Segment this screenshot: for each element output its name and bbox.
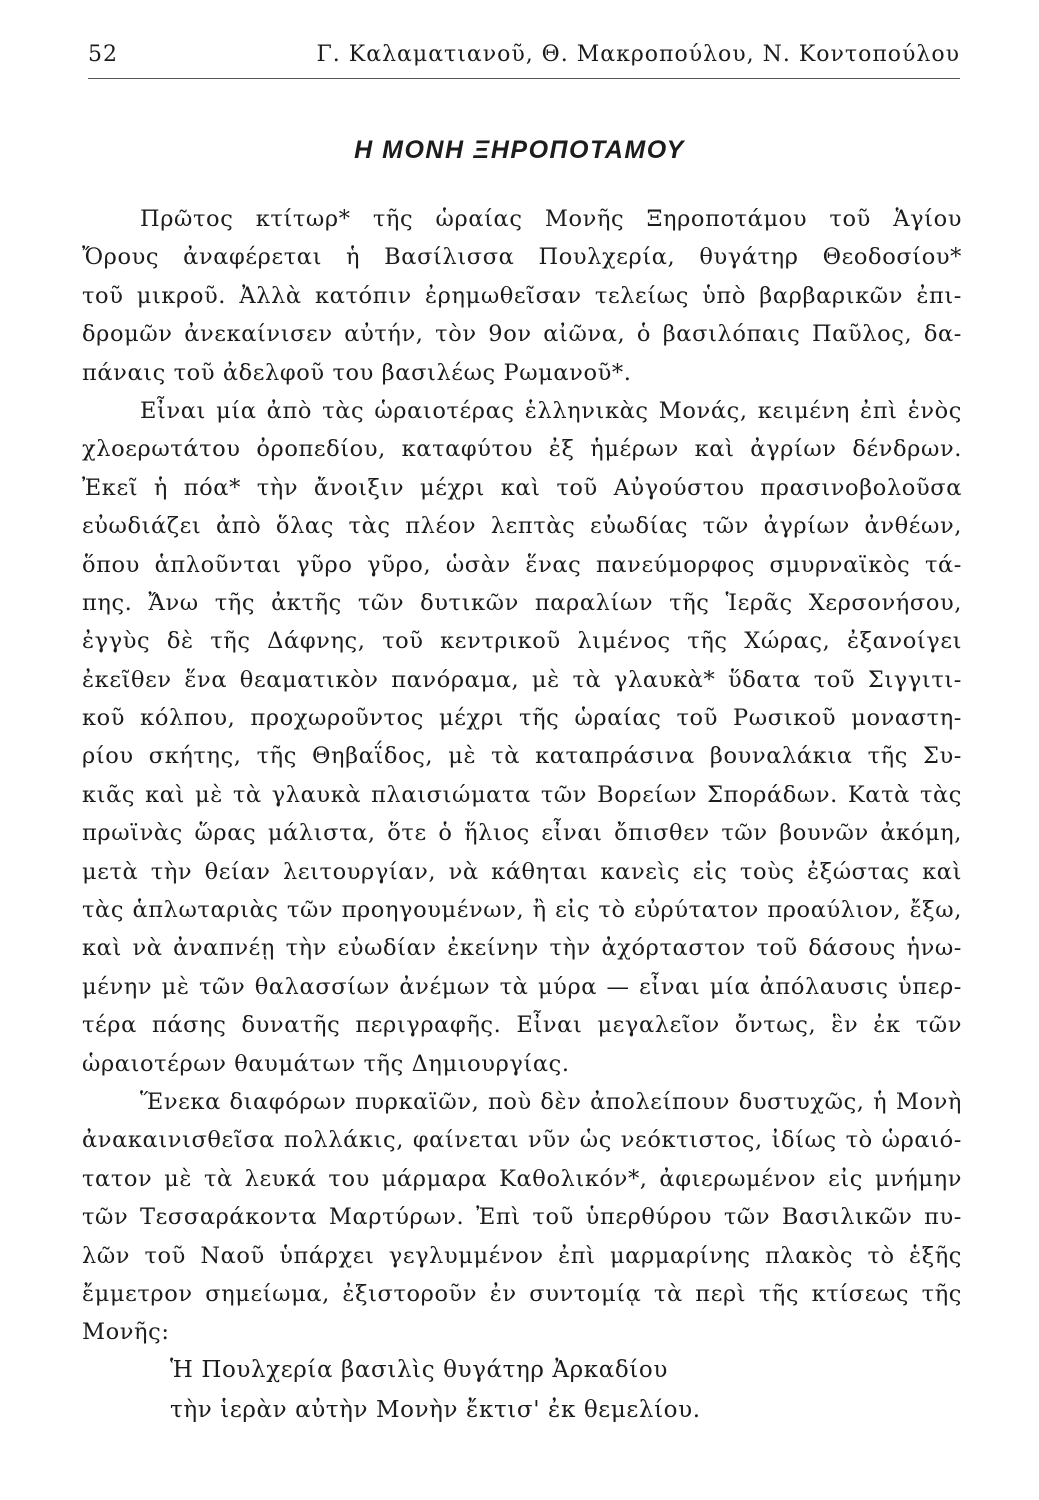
page-number: 52 [88, 42, 118, 67]
text-line: χλοερωτάτου ὀροπεδίου, καταφύτου ἐξ ἡμέρων καὶ ἀγρίων δένδρων. [82, 436, 962, 463]
text-line: καὶ νὰ ἀναπνέῃ τὴν εὐωδίαν ἐκείνην τὴν ἀχόρταστον τοῦ δάσους ἡνω- [82, 935, 962, 962]
inscription-line: Ἡ Πουλχερία βασιλὶς θυγάτηρ Ἀρκαδίου [170, 1357, 668, 1383]
text-line: τῶν Τεσσαράκοντα Μαρτύρων. Ἐπὶ τοῦ ὑπερθύρου τῶν Βασιλικῶν πυ- [82, 1204, 962, 1231]
text-line: ἔμμετρον σημείωμα, ἐξιστοροῦν ἐν συντομίᾳ τὰ περὶ τῆς κτίσεως τῆς [82, 1280, 962, 1307]
inscription-line: τὴν ἱερὰν αὐτὴν Μονὴν ἔκτισ' ἐκ θεμελίου. [170, 1397, 701, 1423]
text-line: Ὄρους ἀναφέρεται ἡ Βασίλισσα Πουλχερία, θυγάτηρ Θεοδοσίου* [82, 244, 962, 271]
text-line: Ἐκεῖ ἡ πόα* τὴν ἄνοιξιν μέχρι καὶ τοῦ Αὐγούστου πρασινοβολοῦσα [82, 474, 962, 501]
text-line: κοῦ κόλπου, προχωροῦντος μέχρι τῆς ὡραίας τοῦ Ρωσικοῦ μοναστη- [82, 705, 962, 732]
running-title-authors: Γ. Καλαματιανοῦ, Θ. Μακροπούλου, Ν. Κοντοπούλου [316, 42, 960, 67]
text-line: ὡραιοτέρων θαυμάτων τῆς Δημιουργίας. [82, 1050, 570, 1077]
text-line: μετὰ τὴν θείαν λειτουργίαν, νὰ κάθηται κανεὶς εἰς τοὺς ἐξώστας καὶ [82, 858, 962, 885]
text-line: ρίου σκήτης, τῆς Θηβαΐδος, μὲ τὰ καταπράσινα βουναλάκια τῆς Συ- [82, 743, 962, 770]
text-line: Εἶναι μία ἀπὸ τὰς ὡραιοτέρας ἑλληνικὰς Μονάς, κειμένη ἐπὶ ἑνὸς [140, 397, 962, 424]
text-line: Ἕνεκα διαφόρων πυρκαϊῶν, ποὺ δὲν ἀπολείπουν δυστυχῶς, ἡ Μονὴ [140, 1088, 962, 1115]
text-line: πρωϊνὰς ὥρας μάλιστα, ὅτε ὁ ἥλιος εἶναι ὄπισθεν τῶν βουνῶν ἀκόμη, [82, 820, 962, 847]
running-header [88, 42, 960, 79]
text-line: τατον μὲ τὰ λευκά του μάρμαρα Καθολικόν*, ἀφιερωμένον εἰς μνήμην [82, 1165, 962, 1192]
article-body [82, 200, 962, 1352]
text-line: λῶν τοῦ Ναοῦ ὑπάρχει γεγλυμμένον ἐπὶ μαρμαρίνης πλακὸς τὸ ἑξῆς [82, 1242, 962, 1269]
inscription-quote [170, 1350, 870, 1430]
text-line: ἐκεῖθεν ἕνα θεαματικὸν πανόραμα, μὲ τὰ γλαυκὰ* ὕδατα τοῦ Σιγγιτι- [82, 666, 962, 693]
text-line: μένην μὲ τῶν θαλασσίων ἀνέμων τὰ μύρα — εἶναι μία ἀπόλαυσις ὑπερ- [82, 973, 962, 1000]
text-line: πάναις τοῦ ἀδελφοῦ του βασιλέως Ρωμανοῦ*. [82, 359, 632, 386]
text-line: Μονῆς: [82, 1319, 170, 1346]
article-title: Η ΜΟΝΗ ΞΗΡΟΠΟΤΑΜΟΥ [354, 136, 685, 164]
text-line: Πρῶτος κτίτωρ* τῆς ὡραίας Μονῆς Ξηροποτάμου τοῦ Ἁγίου [140, 206, 962, 232]
text-line: δρομῶν ἀνεκαίνισεν αὐτήν, τὸν 9ον αἰῶνα, ὁ βασιλόπαις Παῦλος, δα- [82, 321, 962, 348]
text-line: ἀνακαινισθεῖσα πολλάκις, φαίνεται νῦν ὡς νεόκτιστος, ἰδίως τὸ ὡραιό- [82, 1127, 962, 1154]
text-line: ἐγγὺς δὲ τῆς Δάφνης, τοῦ κεντρικοῦ λιμένος τῆς Χώρας, ἐξανοίγει [82, 628, 962, 655]
text-line: τέρα πάσης δυνατῆς περιγραφῆς. Εἶναι μεγαλεῖον ὄντως, ἓν ἐκ τῶν [82, 1012, 962, 1039]
text-line: τοῦ μικροῦ. Ἀλλὰ κατόπιν ἐρημωθεῖσαν τελείως ὑπὸ βαρβαρικῶν ἐπι- [82, 282, 962, 309]
text-line: εὐωδιάζει ἀπὸ ὅλας τὰς πλέον λεπτὰς εὐωδίας τῶν ἀγρίων ἀνθέων, [82, 513, 962, 540]
text-line: τὰς ἁπλωταριὰς τῶν προηγουμένων, ἢ εἰς τὸ εὐρύτατον προαύλιον, ἔξω, [82, 897, 962, 924]
text-line: πης. Ἄνω τῆς ἀκτῆς τῶν δυτικῶν παραλίων τῆς Ἱερᾶς Χερσονήσου, [82, 589, 962, 616]
text-line: ὅπου ἁπλοῦνται γῦρο γῦρο, ὡσὰν ἕνας πανεύμορφος σμυρναϊκὸς τά- [82, 551, 962, 578]
text-line: κιᾶς καὶ μὲ τὰ γλαυκὰ πλαισιώματα τῶν Βορείων Σποράδων. Κατὰ τὰς [82, 781, 962, 808]
